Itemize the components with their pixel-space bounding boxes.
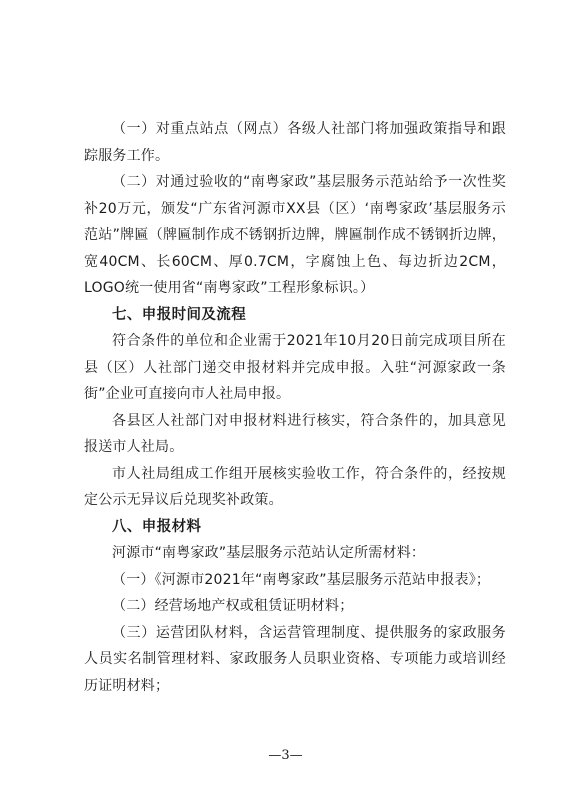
- section-heading-materials: 八、申报材料: [112, 518, 202, 535]
- list-item-property-proof: （二）经营场地产权或租赁证明材料；: [112, 598, 354, 614]
- paragraph-materials-intro: 河源市“南粤家政”基层服务示范站认定所需材料：: [112, 545, 426, 561]
- section-heading-timeline: 七、申报时间及流程: [112, 306, 247, 323]
- list-item-team-materials: （三）运营团队材料，含运营管理制度、提供服务的家政服务人员实名制管理材料、家政服务人员职业资格、专项能力或培训经历证明材料；: [84, 624, 506, 694]
- paragraph-county-verification: 各县区人社部门对申报材料进行核实，符合条件的，加具意见报送市人社局。: [84, 412, 506, 455]
- paragraph-subsidy-plaque: （二）对通过验收的“南粤家政”基层服务示范站给予一次性奖补20万元，颁发“广东省河源市XX县（区）‘南粤家政’基层服务示范站”牌匾（牌匾制作成不锈钢折边牌，牌匾制作成不锈钢折边牌，宽40CM、长60CM、厚0.7CM，字腐蚀上色、每边折边2CM，LOGO统一使用省“南粤家政”工程形象标识。）: [84, 174, 506, 296]
- paragraph-policy-guidance: （一）对重点站点（网点）各级人社部门将加强政策指导和跟踪服务工作。: [84, 121, 506, 164]
- paragraph-city-acceptance: 市人社局组成工作组开展核实验收工作，符合条件的，经按规定公示无异议后兑现奖补政策。: [84, 465, 506, 508]
- paragraph-deadline: 符合条件的单位和企业需于2021年10月20日前完成项目所在县（区）人社部门递交申报材料并完成申报。入驻“河源家政一条街”企业可直接向市人社局申报。: [84, 333, 506, 402]
- list-item-application-form: （一）《河源市2021年“南粤家政”基层服务示范站申报表》；: [112, 571, 491, 588]
- page-number: —3—: [268, 748, 303, 763]
- document-body: [84, 116, 506, 699]
